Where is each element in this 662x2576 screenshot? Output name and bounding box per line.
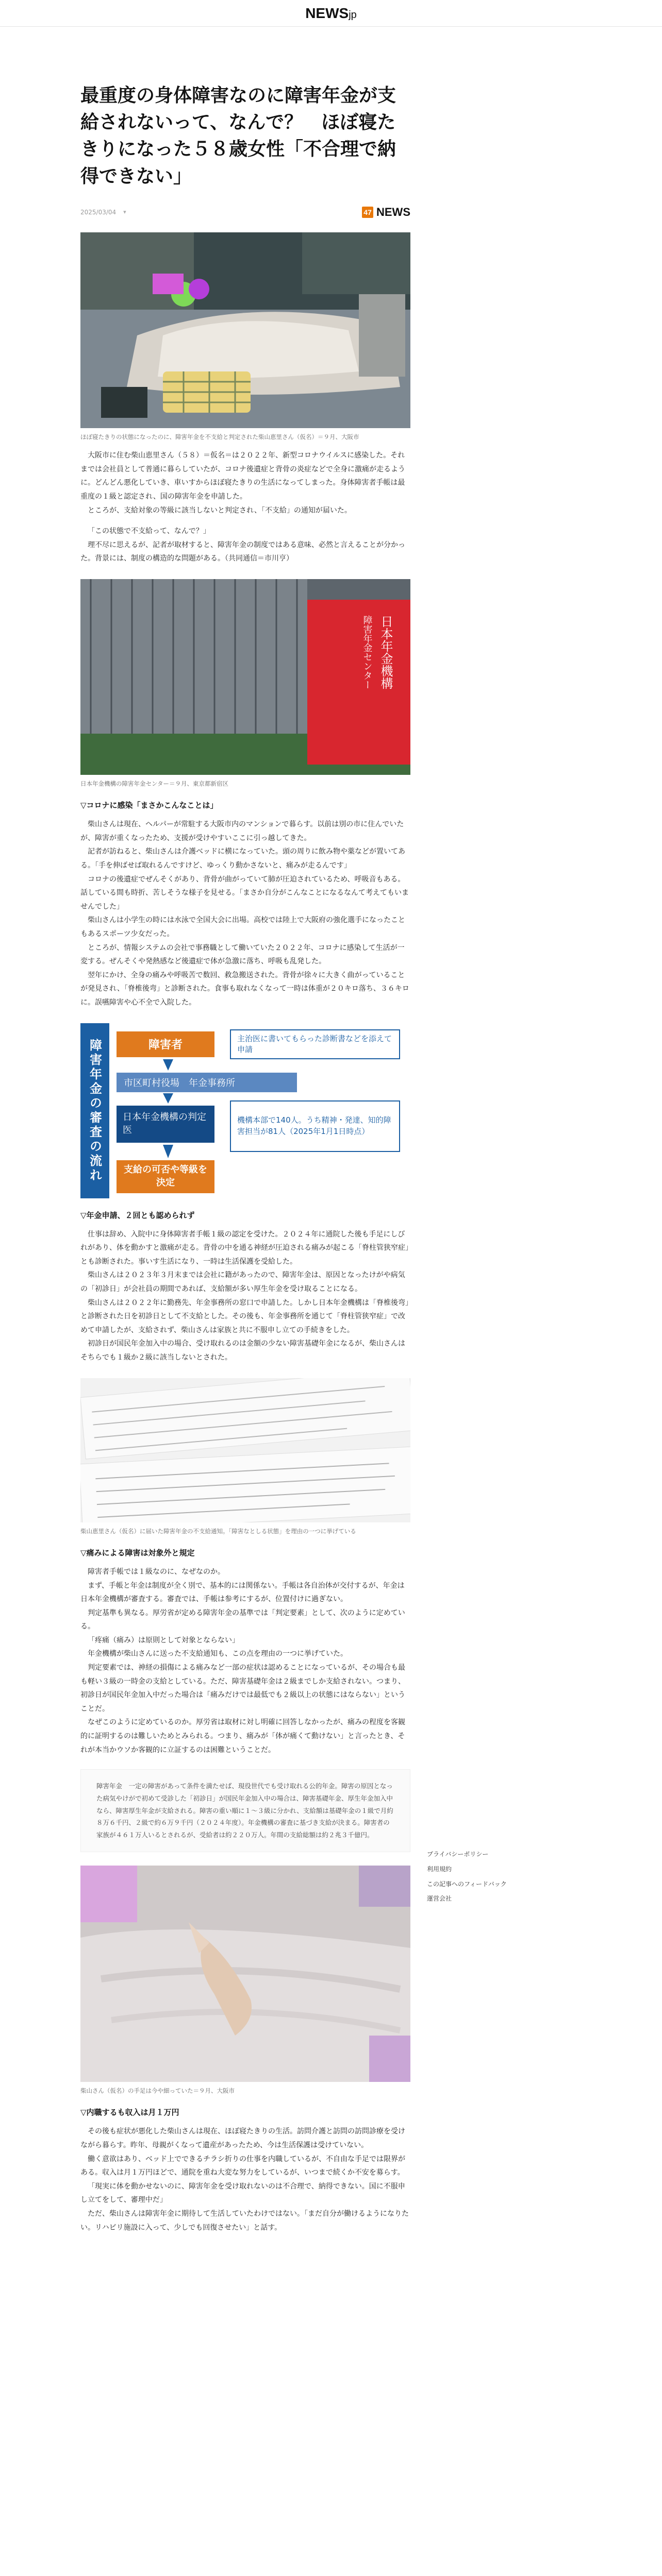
link-terms-of-use[interactable]: 利用規約 [427, 1865, 452, 1873]
logo-suffix: jp [349, 9, 357, 21]
sign-text: 日本年金機構 [378, 615, 393, 689]
flow-step-decision: 支給の可否や等級を決定 [117, 1160, 214, 1193]
paragraph: 柴山さんは２０２２年に勤務先、年金事務所の窓口で申請した。しかし日本年金機構は「脊椎後弯」と診断された日を初診日として不支給とした。その後も、年金事務所を通じて「脊柱管狭窄症」で改めて申請したが、支給されず、柴山さんは家族と共に不服申し立ての手続きをした。 [80, 1298, 409, 1334]
sign-text: 障害年金センター [361, 615, 373, 689]
paragraph: 翌年にかけ、全身の痛みや呼吸苦で数回、救急搬送された。背骨が徐々に大きく曲がっていることが発見され、「脊椎後弯」と診断された。食事も取れなくなって一時は体重が２０キロ落ち、３６キロに。誤嚥障害や心不全で入院した。 [80, 971, 409, 1007]
link-operator[interactable]: 運営会社 [427, 1895, 452, 1903]
section-heading: ▽痛みによる障害は対象外と規定 [80, 1548, 195, 1557]
section4-body [80, 2125, 410, 2234]
flow-side-title: 障害年金の審査の流れ [80, 1023, 109, 1198]
paragraph: 「現実に体を動かせないのに、障害年金を受け取れないのは不合理で、納得できない。国に不服申し立てをして、審理中だ」 [80, 2182, 405, 2205]
footer-links-sidebar [427, 1847, 509, 1906]
article-meta [80, 206, 410, 219]
site-logo[interactable]: NEWSjp [305, 5, 357, 21]
paragraph: 働く意欲はあり、ベッド上でできるチラシ折りの仕事を内職しているが、不自由な手足では限界がある。収入は月１万円ほどで、通院を重ね大変な努力をしているが、いつまで続くか不安を募らす。 [80, 2155, 405, 2177]
section2-body [80, 1228, 410, 1365]
document-art [80, 1378, 410, 1522]
publisher-name: NEWS [376, 205, 410, 218]
link-privacy-policy[interactable]: プライバシーポリシー [427, 1851, 489, 1858]
paragraph: 記者が訪ねると、柴山さんは介護ベッドに横になっていた。頭の周りに飲み物や薬などが置いてある。「手を伸ばせば取れるんですけど、ゆっくり動かさないと、痛みが走るんです」 [80, 848, 405, 870]
photo-hands-art [80, 1866, 410, 2082]
photo2-caption: 日本年金機構の障害年金センター＝９月、東京都新宿区 [80, 779, 229, 787]
paragraph: 柴山さんは２０２３年３月末までは会社に籍があったので、障害年金は、原因となったけがや病気の「初診日」が会社員の期間であれば、支給額が多い厚生年金を受け取ることになる。 [80, 1271, 405, 1293]
paragraph: 柴山さんは現在、ヘルパーが常駐する大阪市内のマンションで暮らす。以前は別の市に住んでいたが、障害が重くなったため、支援が受けやすいここに引っ越してきた。 [80, 820, 404, 842]
section1-body [80, 818, 410, 1009]
intro-paragraph: 大阪市に住む柴山恵里さん（５８）＝仮名＝は２０２２年、新型コロナウイルスに感染した。それまでは会社員として普通に暮らしていたが、コロナ後遺症と背骨の炎症などで全身に激痛が走るように。どんどん悪化していき、車いすからほぼ寝たきりの生活になってしまった。身体障害者手帳は最重度の１級と認定され、国の障害年金を申請した。 [80, 451, 405, 501]
article-intro [80, 449, 410, 566]
section-heading: ▽年金申請、２回とも認められず [80, 1210, 195, 1220]
photo-woman-in-bed-art [80, 232, 410, 428]
paragraph: 年金機構が柴山さんに送った不支給通知も、この点を理由の一つに挙げていた。 [88, 1650, 347, 1658]
photo3-caption: 柴山さん（仮名）の手足は今や細っていた＝９月、大阪市 [80, 2087, 235, 2094]
section3-body [80, 1565, 410, 1757]
chevron-down-icon[interactable]: ▾ [123, 209, 126, 216]
paragraph: コロナの後遺症でぜんそくがあり、背骨が曲がっていて肺が圧迫されているため、呼吸音もある。話している間も時折、苦しそうな様子を見せる。「まさか自分がこんなことになるなんて考えてもいませんでした」 [80, 875, 409, 911]
publisher-logo[interactable] [362, 206, 410, 219]
paragraph: 仕事は辞め、入院中に身体障害者手帳１級の認定を受けた。２０２４年に通院した後も手足にしびれがあり、体を動かすと激痛が走る。背骨の中を通る神経が圧迫される痛みが起こる「脊柱管狭窄症」とも診断された。事いす生活になり、一時は生活保護を受給した。 [80, 1230, 409, 1266]
photo-pension-center-building [80, 579, 410, 775]
paragraph: 判定要素では、神経の損傷による痛みなど一部の症状は認めることになっているが、その場合も最も軽い３級の一時金の支給としている。ただ、障害基礎年金は２級までしか支給されない。つまり、初診日が国民年金加入中だった場合は「痛みだけでは最低でも２級以上の状態にはならない」ということだ。 [80, 1664, 405, 1713]
paragraph: ただ、柴山さんは障害年金に期待して生活していたわけではない。「まだ自分が働けるようになりたい。リハビリ施設に入って、少しでも回復させたい」と話す。 [80, 2209, 409, 2232]
article-date: 2025/03/04 [80, 208, 117, 216]
photo1-caption: ほぼ寝たきりの状態になったのに、障害年金を不支給と判定された柴山恵里さん（仮名）＝９月、大阪市 [80, 433, 359, 440]
pension-review-flow-diagram [80, 1023, 410, 1198]
flow-note-judge: 機構本部で140人。うち精神・発達、知的障害担当が81人（2025年1月1日時点） [230, 1100, 400, 1152]
paragraph: 初診日が国民年金加入中の場合、受け取れるのは金額の少ない障害基礎年金になるが、柴山さんはそちらでも１級か２級に該当しないとされた。 [80, 1340, 405, 1362]
section-heading: ▽コロナに感染「まさかこんなことは」 [80, 801, 218, 810]
photo-woman-in-bed [80, 232, 410, 428]
doc-caption: 柴山恵里さん（仮名）に届いた障害年金の不支給通知。「障害なとしる状態」を理由の一つに挙げている [80, 1527, 356, 1535]
intro-paragraph: ところが、支給対象の等級に該当しないと判定され、「不支給」の通知が届いた。 [88, 506, 352, 515]
photo-rejection-notice [80, 1378, 410, 1522]
flow-note-applicant: 主治医に書いてもらった診断書などを添えて申請 [230, 1029, 400, 1059]
article [80, 82, 410, 2234]
flow-step-applicant: 障害者 [117, 1031, 214, 1057]
paragraph: なぜこのように定めているのか。厚労省は取材に対し明確に回答しなかったが、痛みの程度を客観的に証明するのは難しいためとみられる。つまり、痛みが「体が痛くて動けない」と言ったとき、それが本当かウソか客観的に立証するのは困難ということだ。 [80, 1718, 405, 1754]
intro-paragraph: 「この状態で不支給って、なんで？」 [88, 527, 210, 536]
section-heading: ▽内職するも収入は月１万円 [80, 2108, 179, 2117]
paragraph: 「疼痛（痛み）は原則として対象とならない」 [88, 1636, 239, 1645]
paragraph: その後も症状が悪化した柴山さんは現在、ほぼ寝たきりの生活。訪問介護と訪問の訪問診療を受けながら暮らす。昨年、母親がくなって遺産があったため、今は生活保護は受けていない。 [80, 2127, 405, 2149]
photo-pension-center-art [80, 579, 410, 775]
paragraph: 障害者手帳では１級なのに、なぜなのか。 [88, 1567, 225, 1576]
publisher-mark: 47 [362, 207, 373, 218]
flow-step-judge: 日本年金機構の判定医 [117, 1106, 214, 1143]
paragraph: まず、手帳と年金は制度が全く別で、基本的には関係ない。手帳は各自治体が交付するが、年金は日本年金機構が審査する。審査では、手帳は参考にするが、位置付けに過ぎない。 [80, 1581, 405, 1604]
explainer-note-box: 障害年金 一定の障害があって条件を満たせば、現役世代でも受け取れる公的年金。障害の原因となった病気やけがで初めて受診した「初診日」が国民年金加入中の場合は、障害基礎年金、厚生年金加入中なら、障害厚生年金が支給される。障害の重い順に１～３級に分かれ、支給額は基礎年金の１級で月約８万６千円、２級で約６万９千円（２０２４年度）。年金機構の審査に基づき支給が決まる。障害者の家族が４６１万人いるとされるが、受給者は約２２０万人。年間の支給総額は約２兆３千億円。 [80, 1769, 410, 1852]
paragraph: 判定基準も異なる。厚労省が定める障害年金の基準では「判定要素」として、次のように定めている。 [80, 1608, 405, 1631]
article-title: 最重度の身体障害なのに障害年金が支給されないって、なんで？ ほぼ寝たきりになった５８歳女性「不合理で納得できない」 [80, 85, 396, 187]
flow-step-office: 市区町村役場 年金事務所 [117, 1073, 297, 1092]
photo-hands [80, 1866, 410, 2082]
link-feedback[interactable]: この記事へのフィードバック [427, 1880, 507, 1888]
paragraph: 柴山さんは小学生の時には水泳で全国大会に出場。高校では陸上で大阪府の強化選手になったこともあるスポーツ少女だった。 [80, 916, 405, 939]
site-header [0, 0, 662, 27]
paragraph: ところが、情報システムの会社で事務職として働いていた２０２２年、コロナに感染して生活が一変する。ぜんそくや発熱感など後遺症で体が急激に落ち、呼吸も乱発した。 [80, 943, 405, 966]
intro-paragraph: 理不尽に思えるが、記者が取材すると、障害年金の制度ではある意味、必然と言えることが分かった。背景には、制度の構造的な問題がある。（共同通信＝市川亨） [80, 540, 405, 563]
